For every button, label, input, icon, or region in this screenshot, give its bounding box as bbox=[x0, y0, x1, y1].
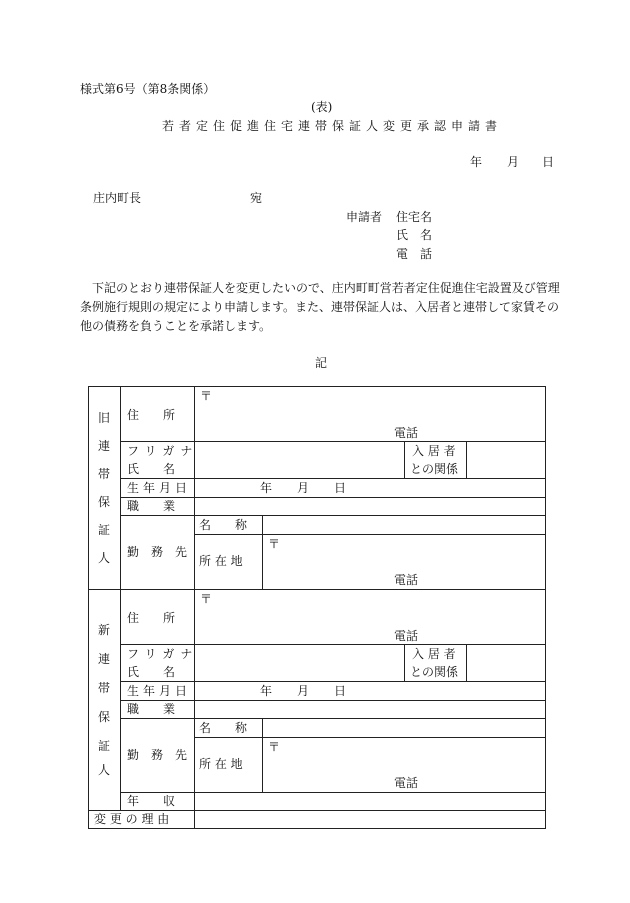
applicant-phone-label: 電 話 bbox=[396, 247, 433, 261]
new-address-phone-label: 電話 bbox=[394, 629, 419, 643]
old-section-char-6: 人 bbox=[98, 551, 111, 565]
applicant-name-label: 氏 名 bbox=[396, 228, 433, 242]
old-section-char-5: 証 bbox=[98, 523, 111, 537]
ki-label: 記 bbox=[315, 356, 328, 370]
old-workplace-label: 勤 務 先 bbox=[127, 545, 188, 559]
old-section-char-1: 旧 bbox=[98, 411, 111, 425]
new-income-label: 年 収 bbox=[127, 794, 176, 808]
new-birth-month: 月 bbox=[297, 684, 310, 698]
old-address-phone-label: 電話 bbox=[394, 426, 419, 440]
new-birth-year: 年 bbox=[260, 684, 273, 698]
date-year: 年 bbox=[470, 155, 483, 169]
old-section-char-4: 保 bbox=[98, 495, 111, 509]
old-workplace-location-label: 所 在 地 bbox=[199, 554, 243, 568]
new-workplace-label: 勤 務 先 bbox=[127, 748, 188, 762]
new-name-label: 氏 名 bbox=[127, 665, 176, 679]
date-month: 月 bbox=[507, 155, 520, 169]
new-workplace-location-label: 所 在 地 bbox=[199, 757, 243, 771]
old-address-label: 住 所 bbox=[127, 408, 176, 422]
new-section-char-3: 帯 bbox=[98, 681, 111, 695]
old-workplace-phone-label: 電話 bbox=[394, 573, 419, 587]
body-text-line-1: 下記のとおり連帯保証人を変更したいので、庄内町町営若者定住促進住宅設置及び管理 bbox=[80, 281, 560, 295]
new-address-postal-mark: 〒 bbox=[200, 592, 213, 606]
old-address-postal-mark: 〒 bbox=[200, 389, 213, 403]
new-address-label: 住 所 bbox=[127, 611, 176, 625]
old-workplace-name-label: 名 称 bbox=[199, 518, 248, 532]
new-section-char-2: 連 bbox=[98, 652, 111, 666]
old-birth-label: 生年月日 bbox=[127, 481, 192, 495]
old-birth-year: 年 bbox=[260, 481, 273, 495]
addressee-name: 庄内町長 bbox=[93, 191, 142, 205]
document-title: 若者定住促進住宅連帯保証人変更承認申請書 bbox=[162, 119, 503, 133]
new-section-char-5: 証 bbox=[98, 739, 111, 753]
old-relation-line-2: との関係 bbox=[410, 462, 459, 476]
form-id: 様式第6号（第8条関係） bbox=[80, 82, 216, 96]
old-job-label: 職 業 bbox=[127, 499, 176, 513]
body-text-line-2: 条例施行規則の規定により申請します。また、連帯保証人は、入居者と連帯して家賃その bbox=[80, 300, 560, 314]
new-furigana-label: フリガナ bbox=[127, 647, 199, 661]
old-birth-day: 日 bbox=[334, 481, 347, 495]
old-section-char-3: 帯 bbox=[98, 467, 111, 481]
applicant-address-label: 住宅名 bbox=[396, 210, 433, 224]
old-workplace-postal-mark: 〒 bbox=[268, 537, 281, 551]
addressee-suffix: 宛 bbox=[250, 191, 263, 205]
new-relation-line-2: との関係 bbox=[410, 665, 459, 679]
change-reason-label: 変 更 の 理 由 bbox=[94, 812, 170, 826]
old-name-label: 氏 名 bbox=[127, 462, 176, 476]
old-birth-month: 月 bbox=[297, 481, 310, 495]
new-birth-label: 生年月日 bbox=[127, 684, 192, 698]
new-section-char-1: 新 bbox=[98, 623, 111, 637]
new-birth-day: 日 bbox=[334, 684, 347, 698]
new-workplace-postal-mark: 〒 bbox=[268, 740, 281, 754]
old-furigana-label: フリガナ bbox=[127, 444, 199, 458]
new-section-char-4: 保 bbox=[98, 710, 111, 724]
new-relation-line-1: 入 居 者 bbox=[412, 647, 456, 661]
old-section-char-2: 連 bbox=[98, 439, 111, 453]
date-day: 日 bbox=[542, 155, 555, 169]
form-marker: (表) bbox=[311, 100, 333, 114]
new-workplace-name-label: 名 称 bbox=[199, 721, 248, 735]
body-text-line-3: 他の債務を負うことを承諾します。 bbox=[80, 319, 272, 333]
new-workplace-phone-label: 電話 bbox=[394, 776, 419, 790]
new-job-label: 職 業 bbox=[127, 702, 176, 716]
new-section-char-6: 人 bbox=[98, 763, 111, 777]
applicant-label: 申請者 bbox=[346, 210, 383, 224]
old-relation-line-1: 入 居 者 bbox=[412, 444, 456, 458]
